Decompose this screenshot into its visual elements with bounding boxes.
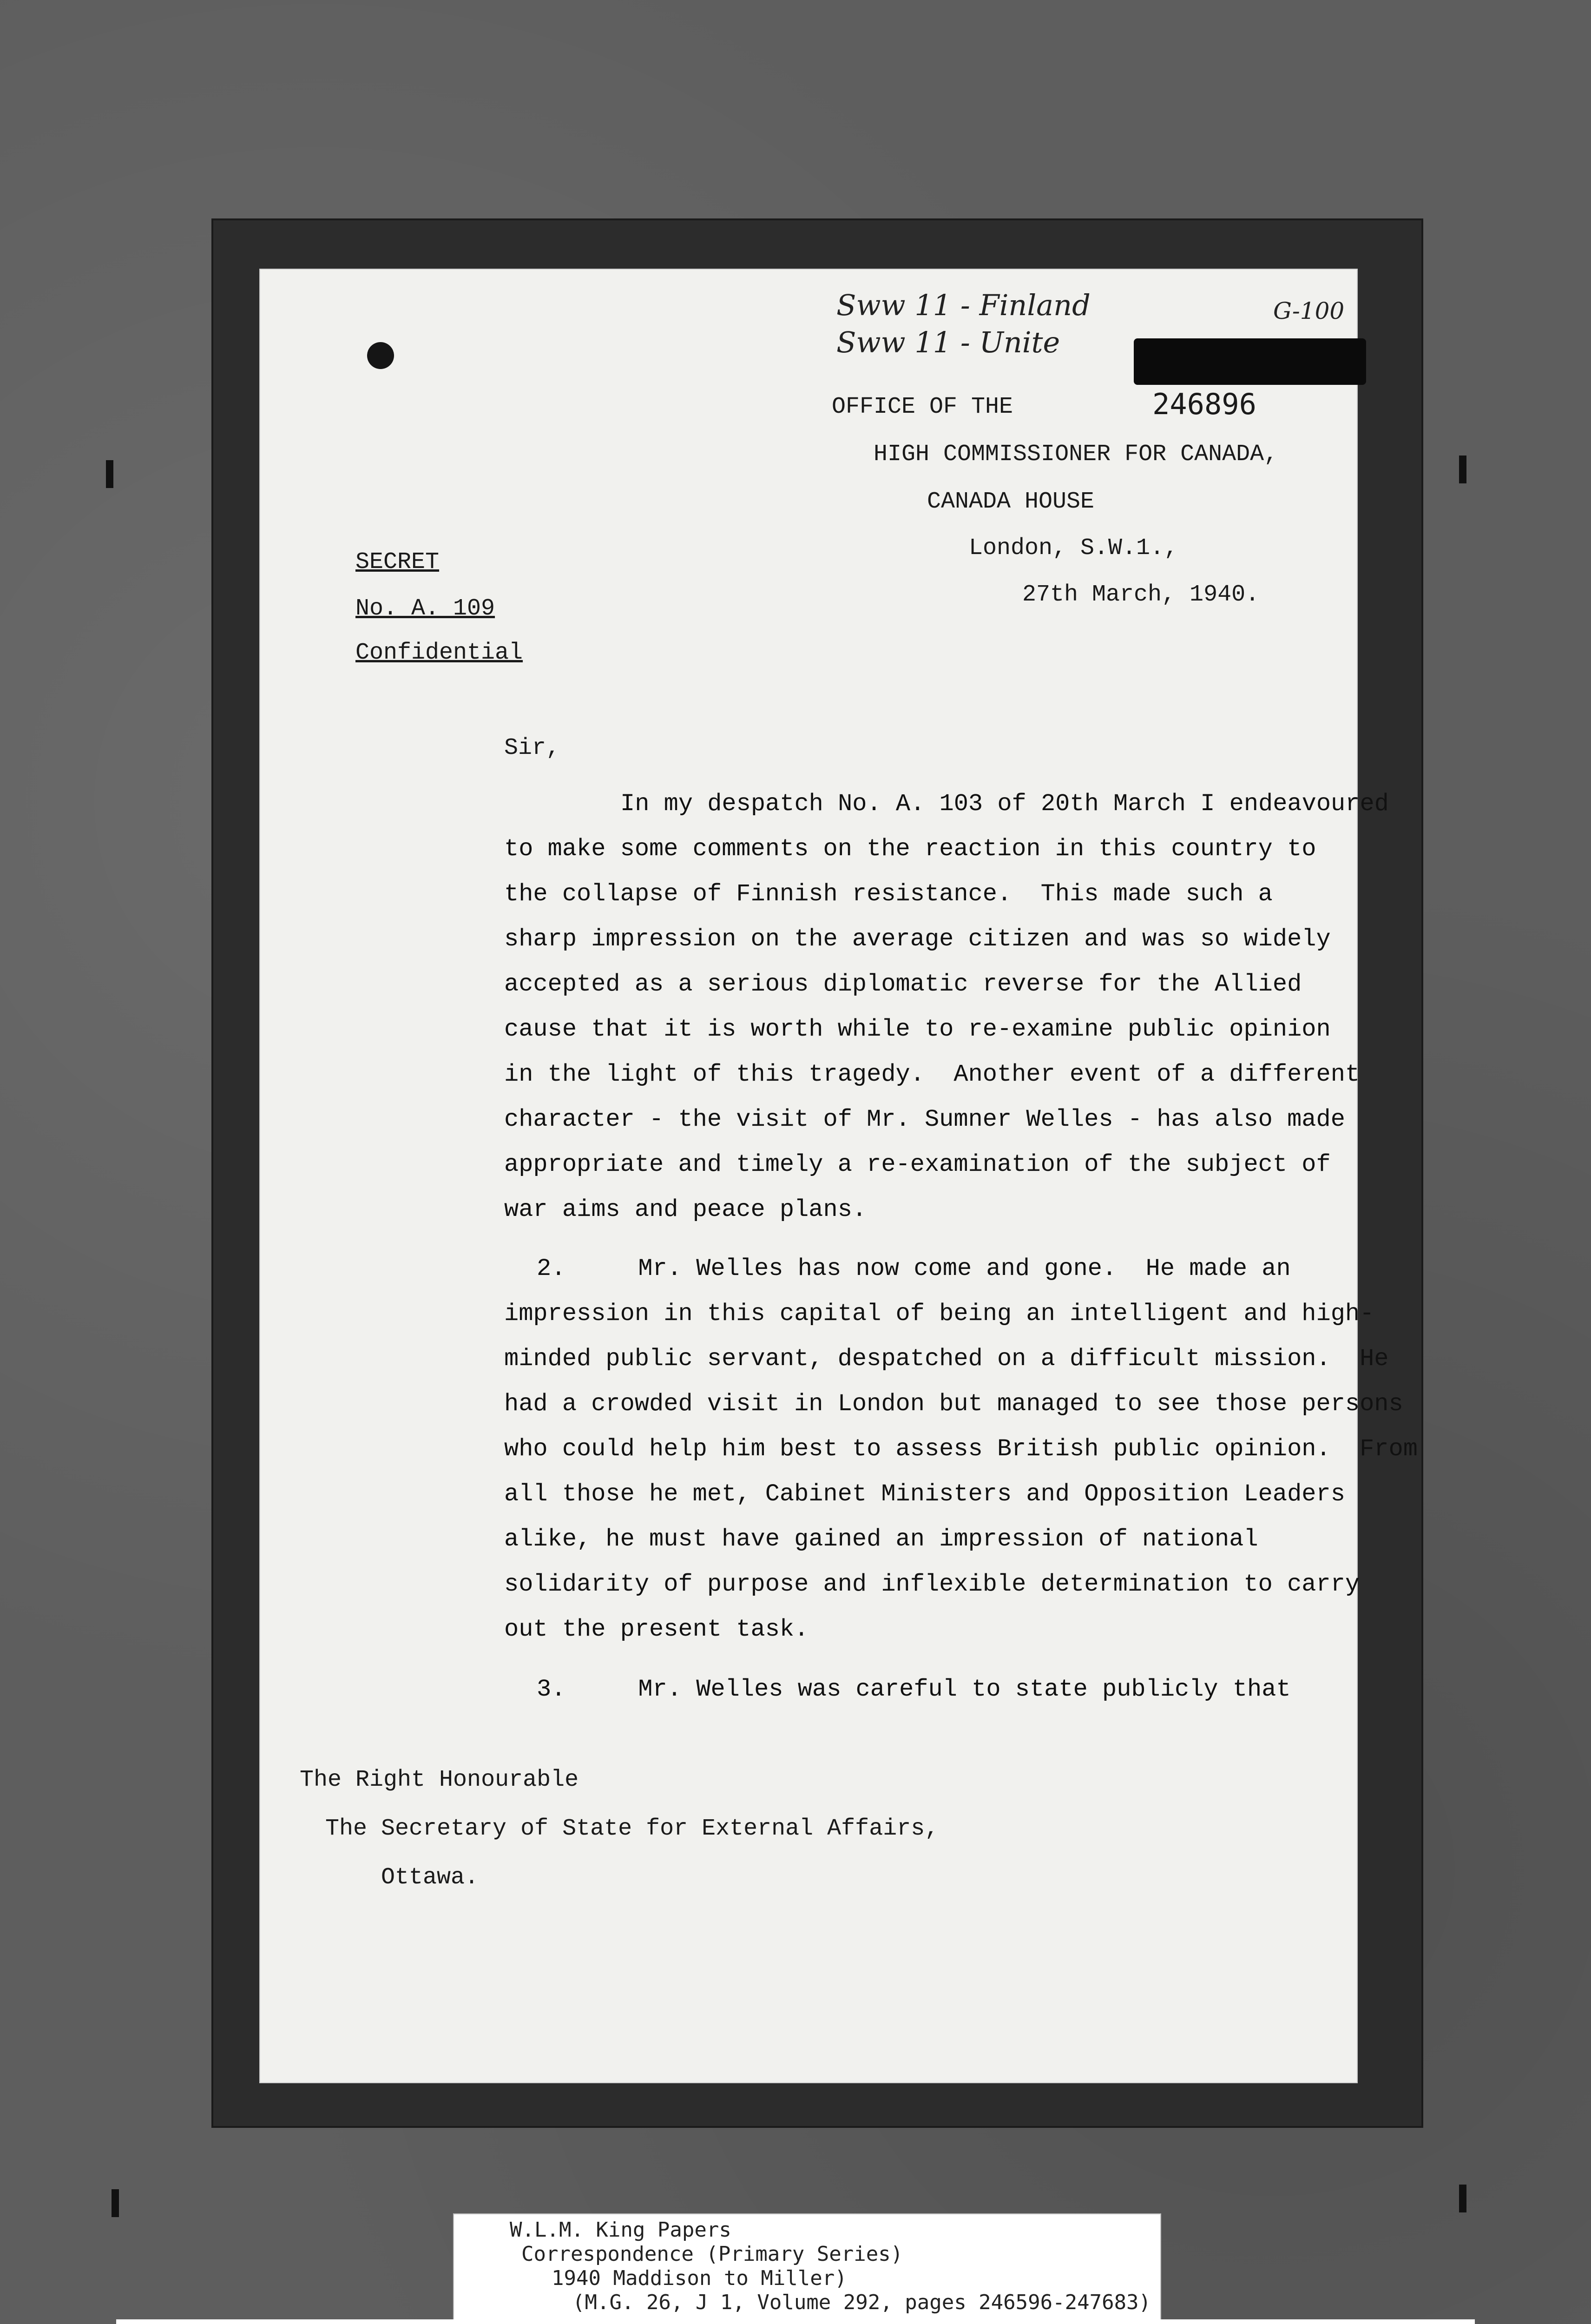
- letterhead-commissioner: HIGH COMMISSIONER FOR CANADA,: [874, 441, 1278, 468]
- letter-date: 27th March, 1940.: [1022, 581, 1260, 608]
- classification-confidential: Confidential: [355, 640, 523, 666]
- body-line: alike, he must have gained an impression of national: [504, 1525, 1258, 1553]
- body-line: to make some comments on the reaction in this country to: [504, 835, 1316, 863]
- classification-secret: SECRET: [355, 549, 440, 575]
- body-line: appropriate and timely a re-examination of the subject of: [504, 1151, 1331, 1178]
- salutation: Sir,: [504, 735, 560, 761]
- body-line: sharp impression on the average citizen and was so widely: [504, 925, 1331, 953]
- despatch-number: No. A. 109: [355, 595, 495, 622]
- body-line: who could help him best to assess British public opinion. From: [504, 1435, 1418, 1463]
- page-number-stamp: 246896: [1152, 387, 1256, 421]
- handwritten-reference: G-100: [1273, 297, 1345, 324]
- body-line: war aims and peace plans.: [504, 1196, 867, 1223]
- redaction-bar: [1134, 338, 1366, 385]
- letterhead-location: London, S.W.1.,: [969, 535, 1178, 561]
- body-line: cause that it is worth while to re-examine public opinion: [504, 1016, 1331, 1043]
- body-line: solidarity of purpose and inflexible determination to carry: [504, 1571, 1360, 1598]
- letterhead-canada-house: CANADA HOUSE: [927, 489, 1095, 515]
- catalog-line-2: Correspondence (Primary Series): [521, 2242, 903, 2266]
- registration-mark-top-right: [1459, 456, 1466, 483]
- registration-mark-bottom-left: [112, 2189, 119, 2217]
- addressee-line-1: The Right Honourable: [300, 1767, 579, 1793]
- body-line: 2. Mr. Welles has now come and gone. He made an: [537, 1255, 1291, 1282]
- registration-mark-top-left: [106, 460, 113, 488]
- body-line: character - the visit of Mr. Sumner Welles - has also made: [504, 1106, 1345, 1133]
- catalog-line-1: W.L.M. King Papers: [510, 2218, 731, 2242]
- catalog-label: [453, 2213, 1161, 2324]
- archives-card: [116, 2319, 1475, 2324]
- body-line: minded public servant, despatched on a difficult mission. He: [504, 1345, 1389, 1373]
- registration-mark-bottom-right: [1459, 2185, 1466, 2212]
- handwritten-annotation-2: Sww 11 - Unite: [836, 325, 1060, 359]
- punch-hole: [367, 342, 394, 369]
- body-line: had a crowded visit in London but managed to see those persons: [504, 1390, 1403, 1418]
- catalog-line-4: (M.G. 26, J 1, Volume 292, pages 246596-247683): [572, 2291, 1151, 2314]
- body-line: impression in this capital of being an intelligent and high-: [504, 1300, 1374, 1327]
- body-line: all those he met, Cabinet Ministers and Opposition Leaders: [504, 1480, 1345, 1508]
- handwritten-annotation-1: Sww 11 - Finland: [836, 288, 1091, 322]
- catalog-line-3: 1940 Maddison to Miller): [552, 2266, 847, 2290]
- addressee-line-2: The Secretary of State for External Affairs,: [325, 1816, 939, 1842]
- body-line: In my despatch No. A. 103 of 20th March I endeavoured: [620, 790, 1389, 818]
- body-line: the collapse of Finnish resistance. This made such a: [504, 880, 1273, 908]
- letterhead-office: OFFICE OF THE: [832, 394, 1013, 420]
- body-line: accepted as a serious diplomatic reverse for the Allied: [504, 971, 1302, 998]
- body-line: in the light of this tragedy. Another event of a different: [504, 1061, 1360, 1088]
- addressee-line-3: Ottawa.: [381, 1864, 479, 1891]
- body-line: 3. Mr. Welles was careful to state publicly that: [537, 1676, 1291, 1703]
- body-line: out the present task.: [504, 1616, 809, 1643]
